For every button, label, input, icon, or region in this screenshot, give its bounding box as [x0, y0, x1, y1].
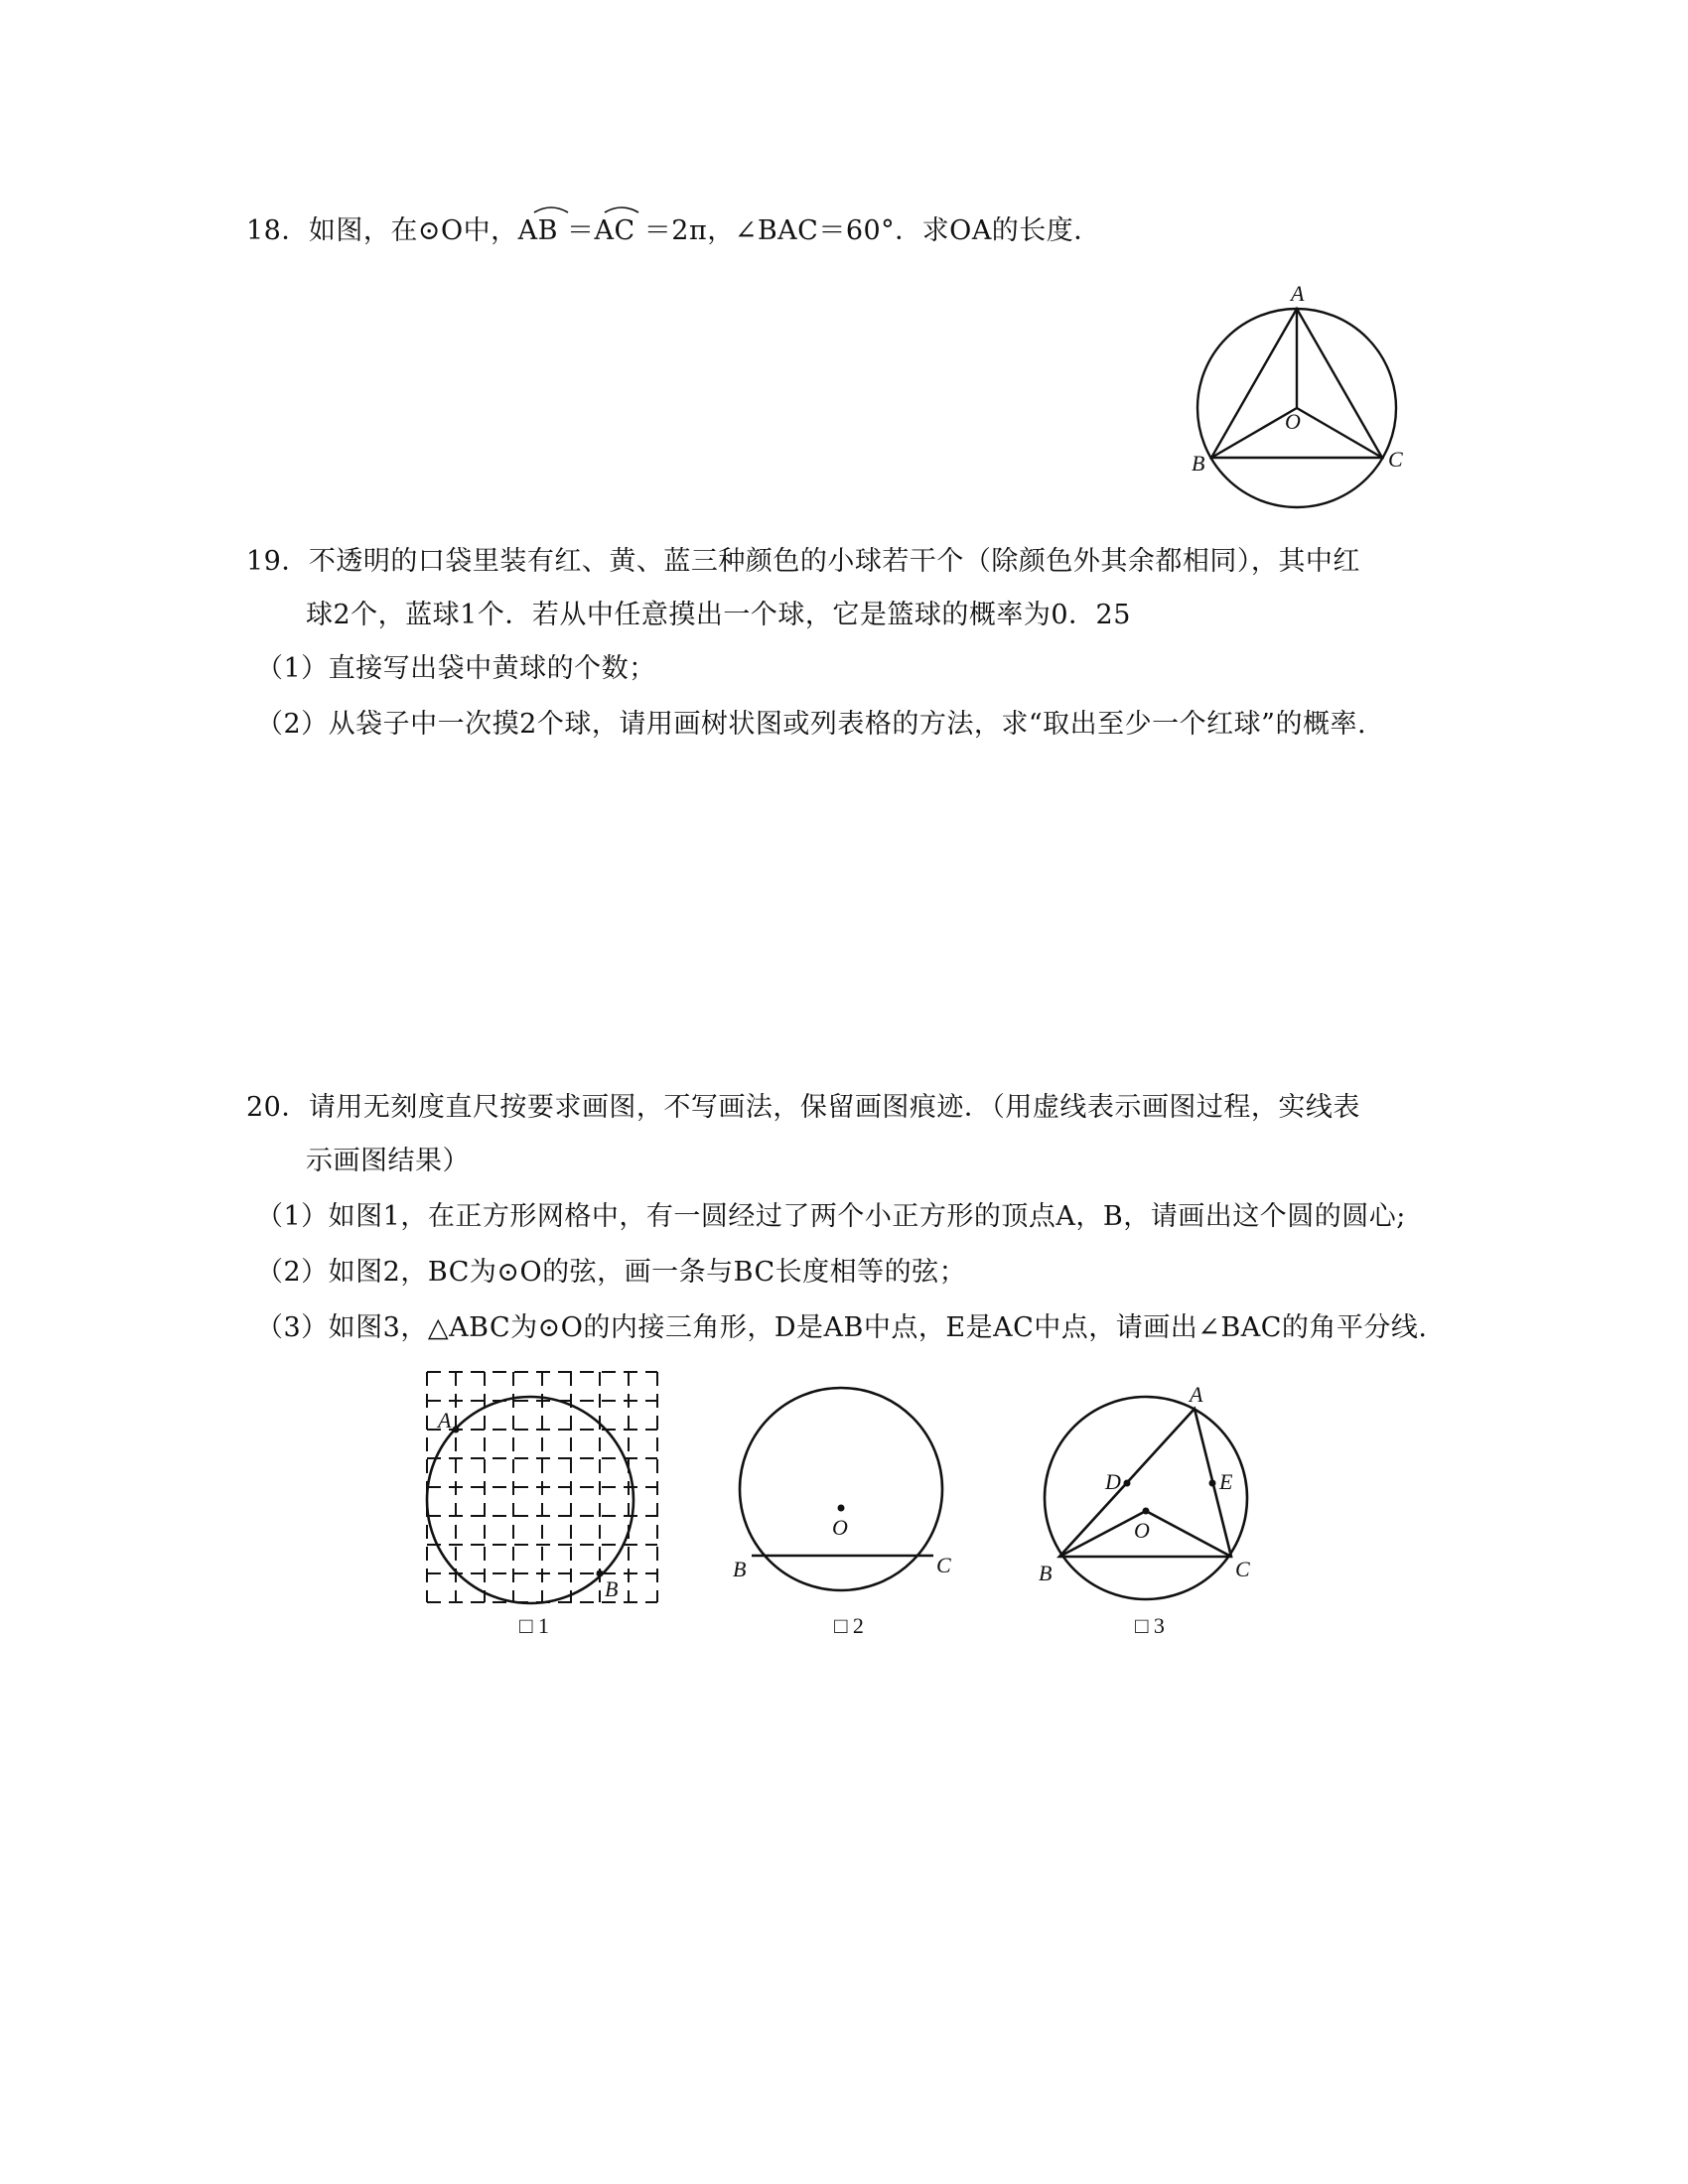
- fig3-point-D: [1124, 1480, 1131, 1487]
- q18-label-C: C: [1388, 447, 1403, 472]
- q19-part1: （1）直接写出袋中黄球的个数；: [256, 653, 656, 684]
- fig3-caption: □ 3: [1135, 1613, 1165, 1638]
- fig3-label-O: O: [1134, 1518, 1150, 1543]
- q20-part2: （2）如图2，BC为⊙O的弦，画一条与BC长度相等的弦；: [256, 1257, 967, 1288]
- q20-line2: 示画图结果）: [306, 1146, 470, 1176]
- q19-line2: 球2个，蓝球1个．若从中任意摸出一个球，它是篮球的概率为0．25: [306, 600, 1131, 630]
- fig3-label-D: D: [1105, 1469, 1121, 1494]
- q18-label-O: O: [1285, 409, 1301, 434]
- fig3-point-E: [1209, 1480, 1216, 1487]
- q19-line1: 19．不透明的口袋里装有红、黄、蓝三种颜色的小球若干个（除颜色外其余都相同），其中红: [246, 546, 1360, 577]
- fig2-caption: □ 2: [834, 1613, 864, 1638]
- fig1-label-A: A: [438, 1408, 452, 1433]
- q20-part1: （1）如图1，在正方形网格中，有一圆经过了两个小正方形的顶点A，B，请画出这个圆的圆心;: [256, 1201, 1406, 1232]
- fig3-label-A: A: [1190, 1382, 1203, 1407]
- fig3-label-C: C: [1235, 1557, 1250, 1581]
- fig3-center-O: [1143, 1508, 1150, 1515]
- q20-part3: （3）如图3，△ABC为⊙O的内接三角形，D是AB中点，E是AC中点，请画出∠BAC的角平分线.: [256, 1312, 1428, 1343]
- fig2-label-O: O: [832, 1515, 848, 1540]
- fig3-label-E: E: [1219, 1469, 1233, 1494]
- q18-label-A: A: [1291, 281, 1305, 306]
- q18-text: 18．如图，在⊙O中，AB ＝AC ＝2π，∠BAC＝60°．求OA的长度．: [246, 215, 1101, 246]
- fig2-label-B: B: [733, 1557, 747, 1581]
- q20-line1: 20．请用无刻度直尺按要求画图，不写画法，保留画图痕迹．（用虚线表示画图过程，实线表: [246, 1092, 1360, 1123]
- q18-label-B: B: [1192, 451, 1205, 476]
- fig1-caption: □ 1: [519, 1613, 549, 1638]
- q19-part2: （2）从袋子中一次摸2个球，请用画树状图或列表格的方法，求“取出至少一个红球”的概率.: [256, 709, 1367, 740]
- fig1-label-B: B: [605, 1576, 619, 1601]
- fig2-label-C: C: [936, 1553, 951, 1577]
- fig3-label-B: B: [1039, 1561, 1053, 1585]
